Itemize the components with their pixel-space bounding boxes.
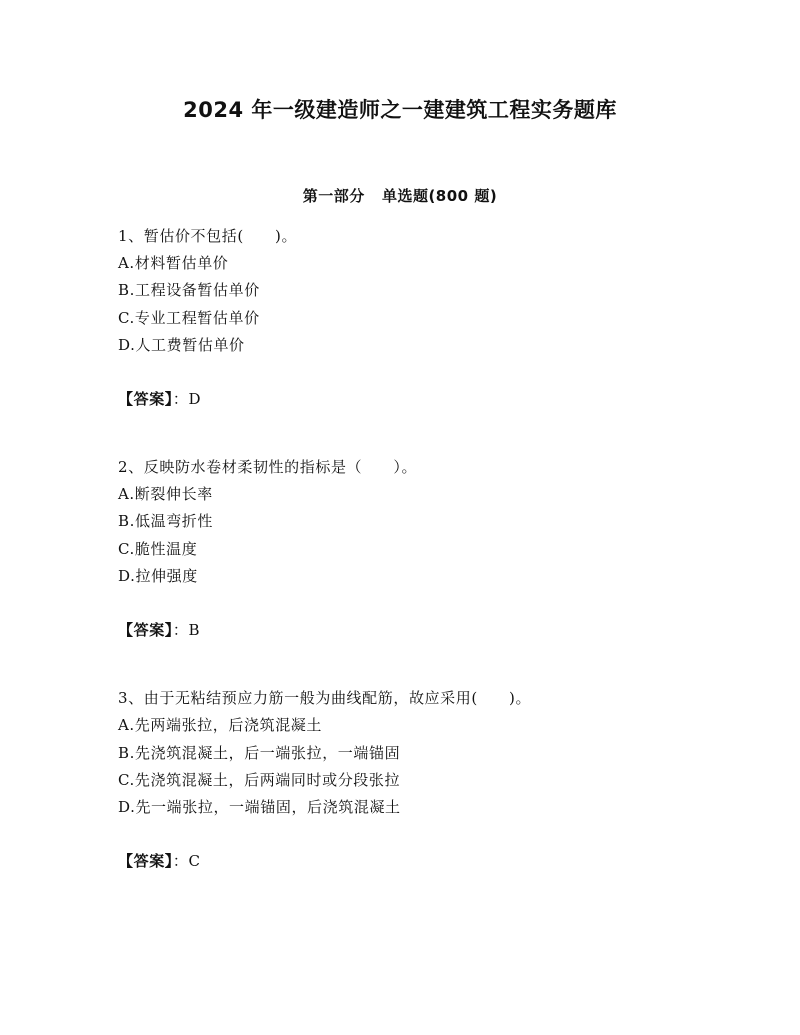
answer-separator: ： <box>172 852 189 870</box>
question-1-option-c: C.专业工程暂估单价 <box>118 309 260 327</box>
question-1-option-a: A.材料暂估单价 <box>118 254 229 272</box>
question-1-option-d: D.人工费暂估单价 <box>118 336 245 354</box>
section-title: 第一部分 单选题(800 题) <box>302 187 498 205</box>
question-2-option-b: B.低温弯折性 <box>118 512 213 530</box>
answer-value: D <box>188 390 202 408</box>
question-2-answer <box>118 620 200 640</box>
answer-value: B <box>188 621 201 639</box>
question-1-stem: 1、暂估价不包括( )。 <box>118 227 298 245</box>
question-2-option-d: D.拉伸强度 <box>118 567 198 585</box>
question-3-option-c: C.先浇筑混凝土，后两端同时或分段张拉 <box>118 771 401 789</box>
answer-separator: ： <box>172 621 189 639</box>
question-2-option-c: C.脆性温度 <box>118 540 198 558</box>
question-3-option-b: B.先浇筑混凝土，后一端张拉，一端锚固 <box>118 744 401 762</box>
question-3-option-d: D.先一端张拉，一端锚固，后浇筑混凝土 <box>118 798 401 816</box>
question-2-option-a: A.断裂伸长率 <box>118 485 213 503</box>
answer-label: 【答案】 <box>118 852 173 870</box>
question-1-answer <box>118 389 201 409</box>
answer-label: 【答案】 <box>118 621 173 639</box>
question-3-stem: 3、由于无粘结预应力筋一般为曲线配筋，故应采用( )。 <box>118 689 532 707</box>
answer-value: C <box>188 852 201 870</box>
document-title: 2024 年一级建造师之一建建筑工程实务题库 <box>183 98 617 122</box>
question-3-option-a: A.先两端张拉，后浇筑混凝土 <box>118 716 323 734</box>
question-1-option-b: B.工程设备暂估单价 <box>118 281 260 299</box>
question-3-answer <box>118 851 201 871</box>
answer-label: 【答案】 <box>118 390 173 408</box>
answer-separator: ： <box>172 390 189 408</box>
question-2-stem: 2、反映防水卷材柔韧性的指标是（ ）。 <box>118 458 418 476</box>
